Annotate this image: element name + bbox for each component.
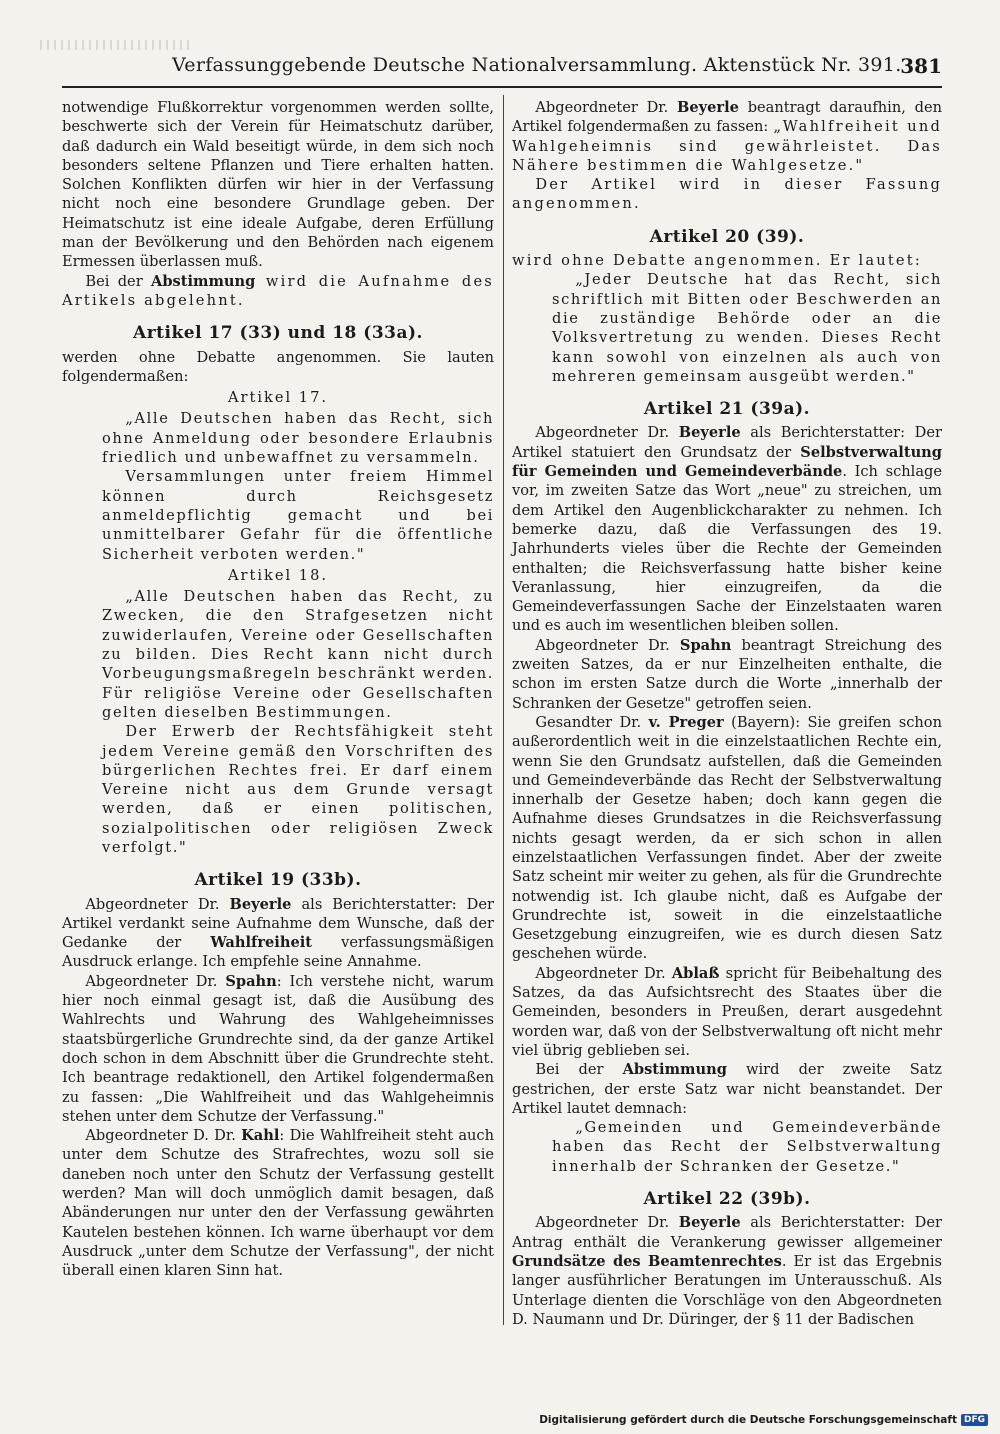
footer-text: Digitalisierung gefördert durch die Deutsche Forschungsgemeinschaft xyxy=(539,1414,957,1426)
speaker-name: v. Preger xyxy=(648,713,724,731)
speaker-name: Spahn xyxy=(679,636,732,654)
header-rule xyxy=(62,86,942,88)
paragraph xyxy=(62,972,494,1126)
paragraph xyxy=(512,636,942,713)
text: als Berichterstatter: Der Antrag enthält die Verankerung gewisser allgemeiner xyxy=(512,1214,942,1251)
text: Abgeordneter Dr. xyxy=(85,895,230,913)
right-column xyxy=(512,98,942,1329)
paragraph xyxy=(512,423,942,635)
text: Gesandter Dr. xyxy=(535,713,649,731)
article-heading: Artikel 22 (39b). xyxy=(643,1189,811,1210)
running-title: Verfassunggebende Deutsche Nationalversammlung. Aktenstück Nr. 391. xyxy=(172,54,902,76)
bold-term: Abstimmung xyxy=(151,272,256,290)
article-quote xyxy=(62,587,494,857)
article-quote xyxy=(512,270,942,386)
quote-paragraph: „Alle Deutschen haben das Recht, zu Zwecken, die den Strafgesetzen nicht zuwiderlaufen, Vereine oder Gesellschaften zu bilden. Dies Recht kann nicht durch Vorbeugungsmaßregeln beschränkt werden. Für religiöse Vereine oder Gesellschaften gelten dieselben Bestimmungen. xyxy=(102,588,494,721)
text: Abgeordneter Dr. xyxy=(85,972,226,990)
paragraph xyxy=(62,272,494,311)
quote-paragraph: Der Erwerb der Rechtsfähigkeit steht jedem Vereine gemäß den Vorschriften des bürgerlichen Rechtes frei. Er darf einem Vereine nicht aus dem Grunde versagt werden, daß er einen politischen, sozialpolitischen oder religiösen Zweck verfolgt." xyxy=(102,723,494,856)
paragraph xyxy=(512,713,942,964)
paragraph xyxy=(62,895,494,972)
quote-paragraph: „Jeder Deutsche hat das Recht, sich schriftlich mit Bitten oder Beschwerden an die zuständige Behörde oder an die Volksvertretung zu wenden. Dieses Recht kann sowohl von einzelnen als auch von mehreren gemeinsam ausgeübt werden." xyxy=(552,271,942,385)
bold-term: Grundsätze des Beamtenrechtes xyxy=(512,1252,782,1270)
paragraph xyxy=(512,1060,942,1118)
text: (Bayern): Sie greifen schon außerordentlich weit in die einzelstaatlichen Rechte ein, wenn Sie den Grundsatz aufstellen, daß die Gemeinden und Gemeindeverbände das Recht der Selbstverwaltung innerhalb der Gesetze haben; doch kann gegen die Aufnahme dieses Grundsatzes in die Reichsverfassung nichts gesagt werden, da er sich schon in allen einzelstaatlichen Verfassungen findet. Aber der zweite Satz scheint mir weiter zu gehen, als für die Grundrechte notwendig ist. Ich glaube nicht, daß es Aufgabe der Grundrechte ist, soweit in die einzelstaatliche Gesetzgebung einzugreifen, wie es durch diesen Satz geschehen würde. xyxy=(512,713,942,963)
speaker-name: Beyerle xyxy=(229,895,292,913)
bold-term: Selbstverwaltung für Gemeinden und Gemeindeverbände xyxy=(512,443,942,481)
article-heading: Artikel 19 (33b). xyxy=(194,870,362,891)
scan-speckle xyxy=(40,40,190,50)
bold-term: Wahlfreiheit xyxy=(210,934,313,952)
text: Abgeordneter Dr. xyxy=(535,424,679,442)
article-subheading: Artikel 17. xyxy=(227,389,329,407)
text: Bei der xyxy=(535,1061,623,1079)
article-heading: Artikel 20 (39). xyxy=(649,226,805,247)
digitization-footer xyxy=(539,1414,988,1426)
paragraph: wird ohne Debatte angenommen. Er lautet: xyxy=(512,252,922,270)
text: wird der zweite Satz gestrichen, der erste Satz war nicht beanstandet. Der Artikel lautet demnach: xyxy=(512,1061,942,1117)
text: Bei der xyxy=(85,272,152,290)
speaker-name: Beyerle xyxy=(677,99,739,116)
text: beantragt Streichung des zweiten Satzes, da er nur Einzelheiten enthalte, die schon im ersten Satze durch die Worte „innerhalb der Schranken der Gesetze" getroffen seien. xyxy=(512,636,942,712)
text: . Ich schlage vor, im zweiten Satze das Wort „neue" zu streichen, um dem Artikel den Augenblickcharakter zu nehmen. Ich bemerke dazu, daß die Verfassungen des 19. Jahrhunderts vieles über die Rechte der Gemeinden enthalten; die Reichsverfassung hatte bisher keine Veranlassung, hier einzugreifen, da die Gemeindeverfassungen Sache der Einzelstaaten waren und es auch im wesentlichen bleiben sollen. xyxy=(512,463,942,635)
paragraph xyxy=(512,964,942,1060)
speaker-name: Spahn xyxy=(225,972,277,990)
speaker-name: Ablaß xyxy=(671,964,720,982)
text: verfassungsmäßigen Ausdruck erlange. Ich empfehle seine Annahme. xyxy=(62,934,494,971)
text: spricht für Beibehaltung des Satzes, da das Aufsichtsrecht des Staates über die Gemeinden, besonders in Preußen, derart ausgedehnt worden war, daß von der Selbstverwaltung oft nicht mehr viel übrig geblieben sei. xyxy=(512,964,942,1059)
text: als Berichterstatter: Der Artikel verdankt seine Aufnahme dem Wunsche, daß der Gedanke der xyxy=(62,895,494,952)
text: Abgeordneter D. Dr. xyxy=(85,1127,242,1145)
left-column xyxy=(62,98,494,1281)
page-number: 381 xyxy=(900,54,942,78)
article-subheading: Artikel 18. xyxy=(227,566,329,584)
speaker-name: Kahl xyxy=(241,1127,280,1145)
text: Abgeordneter Dr. xyxy=(535,99,678,116)
paragraph: Der Artikel wird in dieser Fassung angenommen. xyxy=(512,176,942,213)
spaced-text: „Wahlfreiheit und Wahlgeheimnis sind gewährleistet. Das Nähere bestimmen die Wahlgesetze." xyxy=(512,118,942,174)
paragraph: notwendige Flußkorrektur vorgenommen werden sollte, beschwerte sich der Verein für Heimatschutz darüber, daß dadurch ein Wald beseitigt würde, in dem sich noch besonders seltene Pflanzen und Tiere erhalten hatten. Solchen Konflikten dürfen wir hier in der Verfassung nicht noch eine besondere Grundlage geben. Der Heimatschutz ist eine ideale Aufgabe, deren Erfüllung man der Bevölkerung und den Behörden nach eigenem Ermessen überlassen muß. xyxy=(62,99,494,271)
bold-term: Abstimmung xyxy=(622,1061,727,1079)
quote-paragraph: „Gemeinden und Gemeindeverbände haben das Recht der Selbstverwaltung innerhalb der Schranken der Gesetze." xyxy=(552,1119,942,1175)
paragraph xyxy=(62,1126,494,1280)
text: Abgeordneter Dr. xyxy=(535,636,680,654)
text: Abgeordneter Dr. xyxy=(535,964,672,982)
paragraph xyxy=(512,1213,942,1329)
article-quote xyxy=(512,1118,942,1176)
article-heading: Artikel 21 (39a). xyxy=(643,399,811,420)
text: Abgeordneter Dr. xyxy=(535,1214,679,1232)
page-header xyxy=(62,52,942,82)
quote-paragraph: Versammlungen unter freiem Himmel können durch Reichsgesetz anmeldepflichtig gemacht und bei unmittelbarer Gefahr für die öffentliche Sicherheit verboten werden." xyxy=(102,468,494,563)
text: als Berichterstatter: Der Artikel statuiert den Grundsatz der xyxy=(512,424,942,461)
quote-paragraph: „Alle Deutschen haben das Recht, sich ohne Anmeldung oder besondere Erlaubnis friedlich und unbewaffnet zu versammeln. xyxy=(102,410,494,467)
speaker-name: Beyerle xyxy=(678,424,741,442)
article-quote xyxy=(62,409,494,563)
speaker-name: Beyerle xyxy=(678,1214,741,1232)
spaced-text: wird die Aufnahme des Artikels abgelehnt. xyxy=(62,272,494,309)
text: beantragt daraufhin, den Artikel folgendermaßen zu fassen: xyxy=(512,99,943,136)
text: : Ich verstehe nicht, warum hier noch einmal gesagt ist, daß die Ausübung des Wahlrechts und Wahrung des Wahlgeheimnisses staatsbürgerliche Grundrechte sind, da der ganze Artikel doch schon in dem Abschnitt über die Grundrechte steht. Ich beantrage redaktionell, den Artikel folgendermaßen zu fassen: „Die Wahlfreiheit und das Wahlgeheimnis stehen unter dem Schutze der Verfassung." xyxy=(62,972,494,1125)
dfg-logo-icon: DFG xyxy=(961,1414,988,1426)
column-divider xyxy=(503,95,504,1325)
text: . Er ist das Ergebnis langer ausführlicher Beratungen im Unterausschuß. Als Unterlage dienten die Vorschläge von den Abgeordneten D. Naumann und Dr. Düringer, der § 11 der Badischen xyxy=(512,1252,942,1328)
text: : Die Wahlfreiheit steht auch unter dem Schutze des Strafrechtes, wozu soll sie daneben noch unter den Schutz der Verfassung gestellt werden? Man will doch unmöglich damit besagen, daß Abänderungen nur unter den der Verfassung gewährten Kautelen bestehen können. Ich warne überhaupt vor dem Ausdruck „unter dem Schutze der Verfassung", der nicht überall einen klaren Sinn hat. xyxy=(62,1127,494,1280)
paragraph: werden ohne Debatte angenommen. Sie lauten folgendermaßen: xyxy=(62,348,494,385)
paragraph xyxy=(512,98,942,175)
article-heading: Artikel 17 (33) und 18 (33a). xyxy=(133,323,423,344)
